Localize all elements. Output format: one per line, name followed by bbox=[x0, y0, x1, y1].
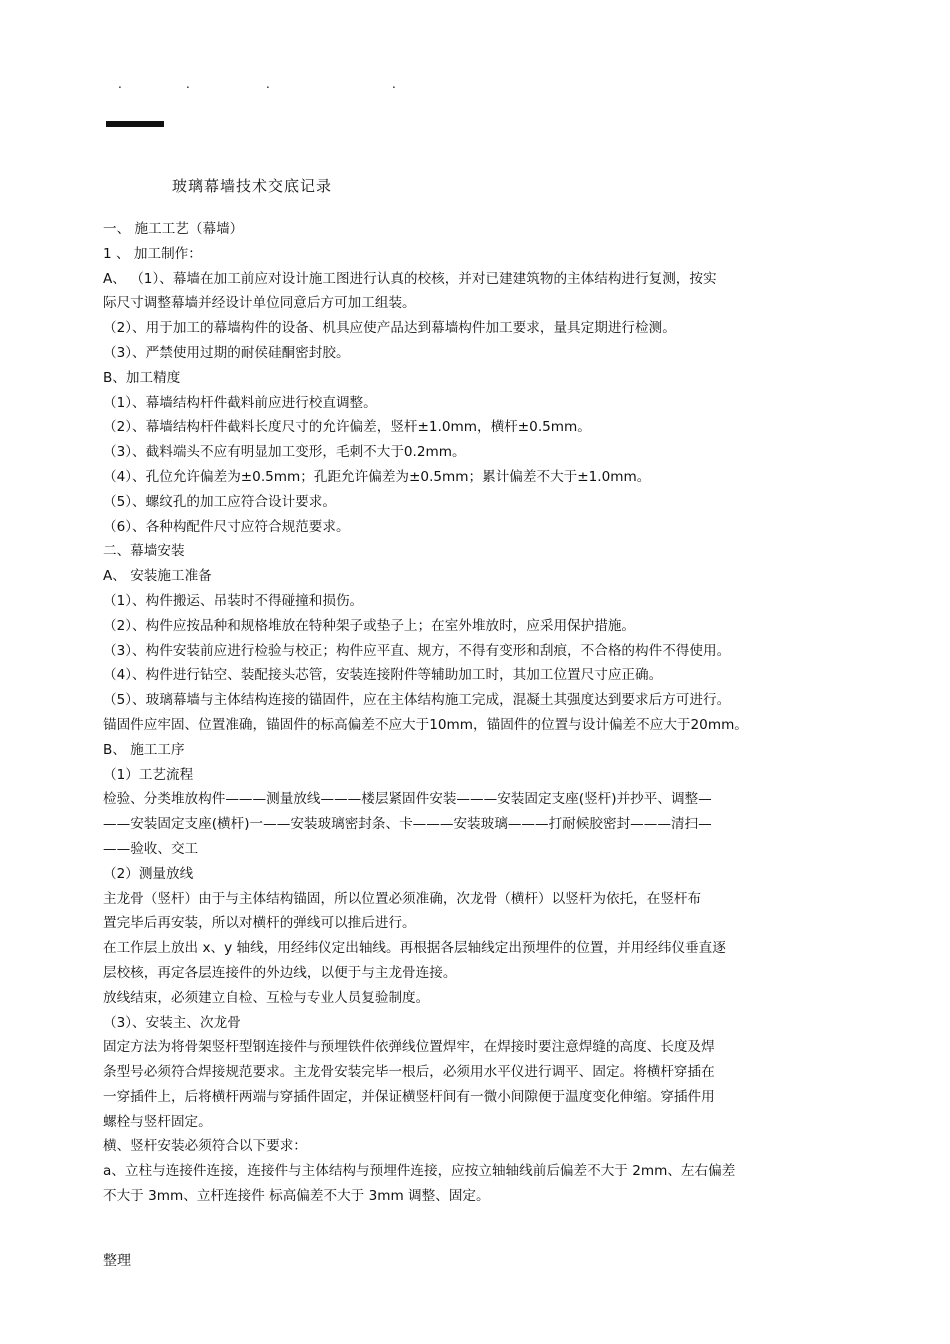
body-line: 置完毕后再安装，所以对横杆的弹线可以推后进行。 bbox=[103, 915, 416, 932]
body-line: （6）、各种构配件尺寸应符合规范要求。 bbox=[103, 518, 350, 535]
header-dot: . bbox=[186, 77, 190, 91]
body-line: 在工作层上放出 x、y 轴线，用经纬仪定出轴线。再根据各层轴线定出预埋件的位置，并用经纬仪垂直逐 bbox=[103, 940, 726, 957]
body-line: A、 安装施工准备 bbox=[103, 568, 212, 585]
body-line: （5）、螺纹孔的加工应符合设计要求。 bbox=[103, 493, 336, 510]
body-line: 1 、 加工制作： bbox=[103, 245, 202, 262]
document-body bbox=[103, 217, 863, 1209]
body-line: 主龙骨（竖杆）由于与主体结构锚固，所以位置必须准确，次龙骨（横杆）以竖杆为依托，在竖杆布 bbox=[103, 890, 702, 907]
body-line: 一、 施工工艺（幕墙） bbox=[103, 221, 244, 237]
header-dash-mark bbox=[106, 121, 164, 127]
body-line: （4）、孔位允许偏差为±0.5mm；孔距允许偏差为±0.5mm；累计偏差不大于±1.0mm。 bbox=[103, 468, 651, 485]
body-line: B、 施工工序 bbox=[103, 741, 185, 758]
header-dot: . bbox=[392, 77, 396, 91]
body-line: （5）、玻璃幕墙与主体结构连接的锚固件，应在主体结构施工完成，混凝土其强度达到要求后方可进行。 bbox=[103, 692, 731, 709]
body-line: 固定方法为将骨架竖杆型钢连接件与预埋铁件依弹线位置焊牢，在焊接时要注意焊缝的高度、长度及焊 bbox=[103, 1039, 715, 1056]
header-dots bbox=[0, 78, 950, 90]
body-line: （2）、用于加工的幕墙构件的设备、机具应使产品达到幕墙构件加工要求，量具定期进行检测。 bbox=[103, 320, 676, 337]
body-line: （1）、构件搬运、吊装时不得碰撞和损伤。 bbox=[103, 592, 364, 609]
body-line: （4）、构件进行钻空、装配接头芯管，安装连接附件等辅助加工时，其加工位置尺寸应正确。 bbox=[103, 667, 663, 684]
body-line: 际尺寸调整幕墙并经设计单位同意后方可加工组装。 bbox=[103, 295, 416, 312]
body-line: （2）、构件应按品种和规格堆放在特种架子或垫子上；在室外堆放时，应采用保护措施。 bbox=[103, 617, 636, 634]
body-line: （2）、幕墙结构杆件截料长度尺寸的允许偏差，竖杆±1.0mm，横杆±0.5mm。 bbox=[103, 419, 591, 436]
body-line: 横、竖杆安装必须符合以下要求： bbox=[103, 1138, 307, 1155]
body-line: A、 （1）、幕墙在加工前应对设计施工图进行认真的校核，并对已建建筑物的主体结构进行复测，按实 bbox=[103, 270, 717, 287]
body-line: （2）测量放线 bbox=[103, 865, 194, 882]
body-line: 锚固件应牢固、位置准确，锚固件的标高偏差不应大于10mm，锚固件的位置与设计偏差不应大于20mm。 bbox=[103, 716, 748, 733]
header-dot: . bbox=[118, 77, 122, 91]
body-line: a、立柱与连接件连接，连接件与主体结构与预埋件连接，应按立轴轴线前后偏差不大于 2mm、左右偏差 bbox=[103, 1163, 736, 1180]
body-line: ——安装固定支座(横杆)一——安装玻璃密封条、卡———安装玻璃———打耐候胶密封———清扫— bbox=[103, 816, 712, 833]
body-line: 一穿插件上，后将横杆两端与穿插件固定，并保证横竖杆间有一微小间隙便于温度变化伸缩。穿插件用 bbox=[103, 1088, 715, 1105]
body-line: 不大于 3mm、立杆连接件 标高偏差不大于 3mm 调整、固定。 bbox=[103, 1188, 490, 1205]
body-line: 条型号必须符合焊接规范要求。主龙骨安装完毕一根后，必须用水平仪进行调平、固定。将横杆穿插在 bbox=[103, 1064, 715, 1081]
body-line: （3）、安装主、次龙骨 bbox=[103, 1014, 241, 1031]
body-line: 二、幕墙安装 bbox=[103, 543, 185, 560]
document-title: 玻璃幕墙技术交底记录 bbox=[172, 177, 333, 195]
body-line: B、加工精度 bbox=[103, 369, 181, 386]
body-line: 螺栓与竖杆固定。 bbox=[103, 1113, 212, 1130]
body-line: 放线结束，必须建立自检、互检与专业人员复验制度。 bbox=[103, 989, 430, 1006]
body-line: （3）、严禁使用过期的耐侯硅酮密封胶。 bbox=[103, 344, 350, 361]
header-dot: . bbox=[266, 77, 270, 91]
body-line: （3）、构件安装前应进行检验与校正；构件应平直、规方，不得有变形和刮痕，不合格的构件不得使用。 bbox=[103, 642, 731, 659]
body-line: 检验、分类堆放构件———测量放线———楼层紧固件安装———安装固定支座(竖杆)并抄平、调整— bbox=[103, 791, 712, 808]
body-line: （1）工艺流程 bbox=[103, 766, 194, 783]
body-line: ——验收、交工 bbox=[103, 840, 199, 857]
body-line: （3）、截料端头不应有明显加工变形，毛刺不大于0.2mm。 bbox=[103, 444, 466, 461]
page-footer: 整理 bbox=[103, 1253, 131, 1269]
body-line: 层校核，再定各层连接件的外边线，以便于与主龙骨连接。 bbox=[103, 964, 457, 981]
body-line: （1）、幕墙结构杆件截料前应进行校直调整。 bbox=[103, 394, 377, 411]
